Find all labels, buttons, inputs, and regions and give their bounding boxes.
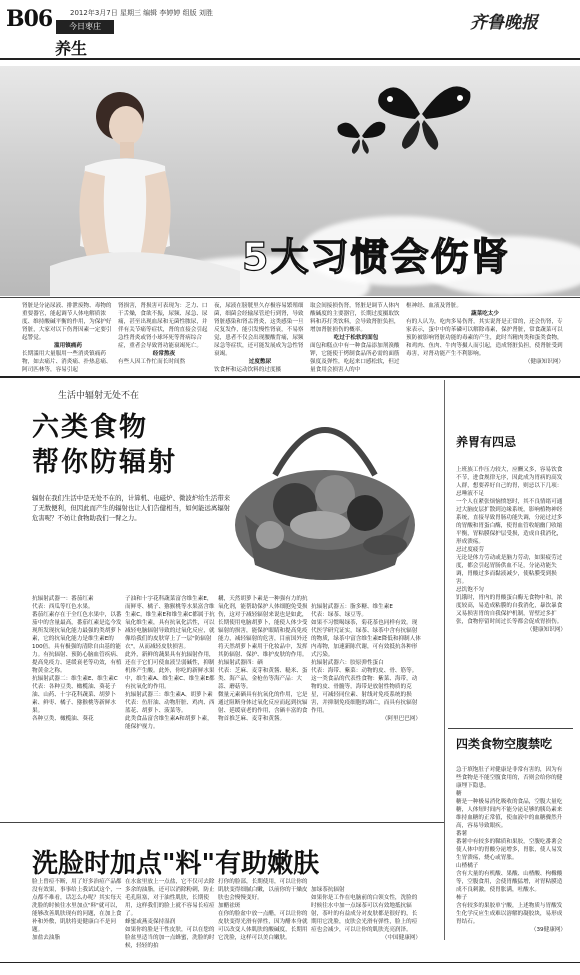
page-number: B06 xyxy=(6,6,53,32)
article2-column-4: 抗辐射武器五：脂多糖、维生素E 代表：绿茶、绿豆等。 如果不习惯喝绿茶，菊花茶也同样有效。现代医学研究证实，绿茶、绿茶中含有抗辐射的物质，绿茶中富含维生素E降低和抑制人体内毒物，加速新陈代谢，可有效抵抗各种形式污染。 抗辐射武器六：胶原弹性蛋白 代表：海带、紫菜：动物的皮、骨、筋等。 这一类食品的代表性食物：紫菜、海带，动物的皮、骨髓等，海带是放射性物质的克星，可减轻同位素、射线对免疫系统的损害，并抑制免疫细胞的凋亡，而具有抗辐射作用。 （阿里巴巴网） xyxy=(311,604,421,722)
date-line: 2012年3月7日 星期三 编辑 李婷婷 组版 刘胜 xyxy=(70,9,213,17)
article1-column-4: 取会间接损伤肾，肾脏是调节人体内酸碱度的主要器官，长期过度摄取饮料和苏打类饮料，会导致肾脏负担，增加肾脏损伤的概率。 吃过于松软的面包 面包和糕点中有一种食品添加剂溴酸钾，它能使于烤制食品所必需的面筋强度及弹性，吃起来口感松软，但过量食用会损害人的中 xyxy=(310,303,400,372)
woman-meditating-illustration xyxy=(40,76,260,296)
article2-title-line1: 六类食物 xyxy=(32,412,148,443)
article3-title: 洗脸时加点"料"有助嫩肤 xyxy=(32,849,320,879)
hero-image xyxy=(0,66,580,296)
article2-title-line2: 帮你防辐射 xyxy=(32,447,177,478)
article1-column-2: 肾损害，肾损害可表现为：乏力、口干舌燥，食欲不振，尿频、尿急、尿痛，甚至出现血尿和无菌性脓尿，并伴有关节痛等症状，肾的直接会引起急性肾炎或肾小球坏死等肾病综合症，重者会导致肾功能衰竭死亡。 经常熬夜 有些人因工作忙而长时间熬 xyxy=(118,303,208,365)
article3-column-3: 打你的脸部，长期使用，可以让你的肌肤变得细腻白嫩，以前你的干燥皮肤也会慢慢变好。 加醋祛斑 在你的脸盆中放一点醋，可以让你的皮肤变得光滑有弹性，因为醋本身就可以改变人体肌肤的酸碱度，长期用它洗脸，这样可以美白嫩肤。 xyxy=(218,879,308,941)
article1-column-5: 枢神经、血液及肾脏。 蔬菜吃太少 有的人认为，吃肉多易伤肾，其实说肾是正常的，还会伤肾，专家表示，蛋中中的苯磷可以解除毒素，保护肾脏，常食蔬菜可以预防被影响肾脏功能的毒素的产生，此时当精肉类和蛋类食物，和鸡肉、鱼肉、牛肉等摄人而引起，造成肾脏负担，使肾脏受到毒害，对肾功能产生不利影响。 （健康知识网） xyxy=(406,303,564,365)
sidebar1-text: 上班族工作压力较大，应酬又多，容易饮食不节，进食规律无序，因此成为胃病的高发人群，想要养好自己的胃，则忌以下几项： 忌唾液不足 一个人在紧张烦恼愤怒时，其不良情绪可通过大脑皮层扩散到边缘系统，影响植物神经系统，直接导致胃肠功能失调，分泌过过多的胃酸和胃蛋白酶，使胃血管收缩幽门收缩平衡，胃粘膜保护层受损，造成自我消化，形成溃疡。 忌过度疲劳 无论是体力劳动或是脑力劳动，如果疲劳过度，都会引起胃肠供血不足，分泌功能失调，胃酸过多而黏液减少，使粘膜受到损害。 忌饥饱不匀 饥饿时，胃内的胃酸蛋白酶无食物中和，浓度较高，易造成粘膜的自我消化，暴饮暴食又易损害胃的自我保护机制，胃壁过多扩张，食物停留时间过长等都会促成胃损伤。 （健康知识网） xyxy=(456,467,566,633)
section-name: 养生 xyxy=(55,39,88,58)
hero-title: 5大习惯会伤肾 xyxy=(242,235,511,279)
article3-column-1: 脸上曾痘不断，用了好多治痘产品都没有效果，事事给上我试试这个，一点都不难看，话怎么办呢？其实每天洗脸的时候往水里加点"料"就可以，能够改善肌肤现有的问题，在加上食补和外敷，肌肤将更健康白不是问题。 加盐去油脂 xyxy=(32,879,122,941)
section-tag: 今日枣庄 xyxy=(56,20,114,34)
article3-column-4: 加绿茶抗辐射 如果你是工作在电脑前的白领女性，洗脸的时候往水中加一点绿茶可以有效地抵抗辐射，茶叶的有益成分对皮肤都是很好的，长期用它洗脸，皮肤会光滑有弹性，脸上的痘痘也会减少，可以让你的肌肤光亮润泽。 （中国健康网） xyxy=(311,887,421,941)
article2-kicker: 生活中辐射无处不在 xyxy=(58,391,140,401)
article1-column-1: 肾脏是分泌尿液、排泄废物、毒物的重要器官，能起调节人体电解质浓度、维持酸碱平衡的作用，为保护好肾脏，大家对以下伤肾因素一定要引起警觉。 滥用镇痛药 长期滥用大量服用一些消炎镇痛药物，如去痛片、消炎痛、扑热息痛、阿司匹林等，容易引起 xyxy=(22,303,112,372)
article3-column-2: 在水盆里放上一点盐，它不仅可去除多余的油脂，还可以消除粉刺，防止毛孔阻塞，对于油性肌肤，长期使用，这样我们的脸上就不容易长痘痘了。 蜂蜜或燕麦保持湿润 如果你的脸是干性皮肤，可以在您的脸盆里适当的加一点蜂蜜，洗脸的时候，轻轻的拍 xyxy=(125,879,215,949)
article2-column-3: 耩，天然胡萝卜素是一种强有力的抗氧化剂，能帮助保护人体细胞免受损伤，这对于减轻辐射来说也是如此，长期使用电脑胡萝卜，能使人体少受辐射的损害，能保护眼睛和提高免疫能力，减轻辐射的危害，目前国外还将天然胡萝卜素用于化妆品中，发挥其防辐射、保护、维护皮肤的作用。 抗辐射武器四：硒 代表：芝麻、麦芽和黄酱、糙米、蛋类、海产品，金枪鱼等海产品：大蒜、蘑菇等。 微量元素硒具有抗氧化的作用，它是通过阻断身体过氧化反应而起到抗辐射、延缓衰老的作用，含硒丰富的食物首推芝麻、麦芽和黄酱。 xyxy=(218,596,308,722)
article2-column-2: 子油和十字花科蔬菜富含维生素E，而鲜枣、橘子、猕猴桃等水果富含维生素C，维生素E和维生素C都属于抗氧化维生素，具有抗氧化活性，可以减轻电脑辐射导致的过氧化反应，就像给我们的皮肤穿上了一层"防辐射衣"，从而减轻皮肤损害。 此外，新鲜的蔬果具有抗辐射作用，还在于它们可使血液呈弱碱性，抑制机体产生酸。此外，你吃的新鲜水果中，维生素A、维生素C、维生素E都有抗氧化的作用。 抗辐射武器三：维生素A、胡萝卜素 代表：鱼肝油、动物肝脏、鸡肉、西蓝花、胡萝卜、菠菜等。 此类食品富含维生素A和胡萝卜素，能保护视力。 xyxy=(125,596,215,730)
article1-column-3: 夜，尿液在膀胱里久存极容易繁殖细菌，细菌会经输尿管逆行到肾，导致肾脏感染和肾盂肾炎，这类感染一旦反复发作，能引发慢性肾衰，不易察觉，患者不仅会出现腰酸背痛，尿频尿急等症状，还可能发展成为急性肾衰竭。 过度憋尿 饮食杯和运动饮料的过度摄 xyxy=(214,303,304,372)
page-header xyxy=(0,0,580,60)
article2-column-1: 抗辐射武器一：番茄红素 代表：西瓜等红色水果。 番茄红素存在于全红色水果中，以番茄中的含量最高，番茄红素是迄今发现所发现抗氧化能力最强的类胡萝卜素，它的抗氧化能力是维生素E的100倍。具有极强的清除自由基的能力。有抗辐射、预防心脑血管疾病、提高免疫力、延缓衰老等功效，有植物黄金之称。 抗辐射武器二：维生素E、维生素C 代表：各种豆类、橄榄油、葵花子油、山药、十字花科蔬菜、胡萝卜素、鲜枣、橘子、猕猴桃等新鲜水果。 各种豆类、橄榄油、葵花 xyxy=(32,596,122,722)
vegetable-basket-illustration xyxy=(225,395,425,595)
sidebar2-title: 四类食物空腹禁吃 xyxy=(456,737,553,751)
small-butterfly-icon xyxy=(330,116,390,156)
sidebar2-text: 急于填饱肚子对健康是非常有害的，因为有些食物是不能空腹食用的，否则会给你的健康埋下隐患。 糖 糖是一种极易消化吸收的食品，空腹大量吃糖，人体短时间内不能分泌足够的胰岛素来维持血糖的正常值，使血液中的血糖骤然升高，容易导致眼疾。 番薯 番薯中有较多的鞣质和果胶，空腹吃番薯会使人体中的胃酸分泌增多，胃胀，使人易发生胃溃疡，烧心或胃胀。 山楂橘子 含有大量的有机酸、果酸、山楂酸、枸橼酸等，空腹食用，会使胃酸猛增，对胃粘膜造成不良刺激，使胃胀满，吐酸水。 柿子 含有较多的果胶单宁酸，上述物质与胃酸发生化学反应生成难以溶解的凝胶块，易形成胃结石。 （39健康网） xyxy=(456,767,566,933)
masthead-logo: 齐鲁晚报 xyxy=(470,13,538,33)
header-rule xyxy=(0,58,580,60)
sidebar1-title: 养胃有四忌 xyxy=(456,435,517,449)
article2-lead: 辐射在我们生活中是无处不在的，计算机、电磁炉、微波炉给生活带来了无数便利，但因此而产生的辐射也让人们告健相当，如何能远离辐射危害呢？不妨让食物助我们一臂之力。 xyxy=(32,494,231,522)
